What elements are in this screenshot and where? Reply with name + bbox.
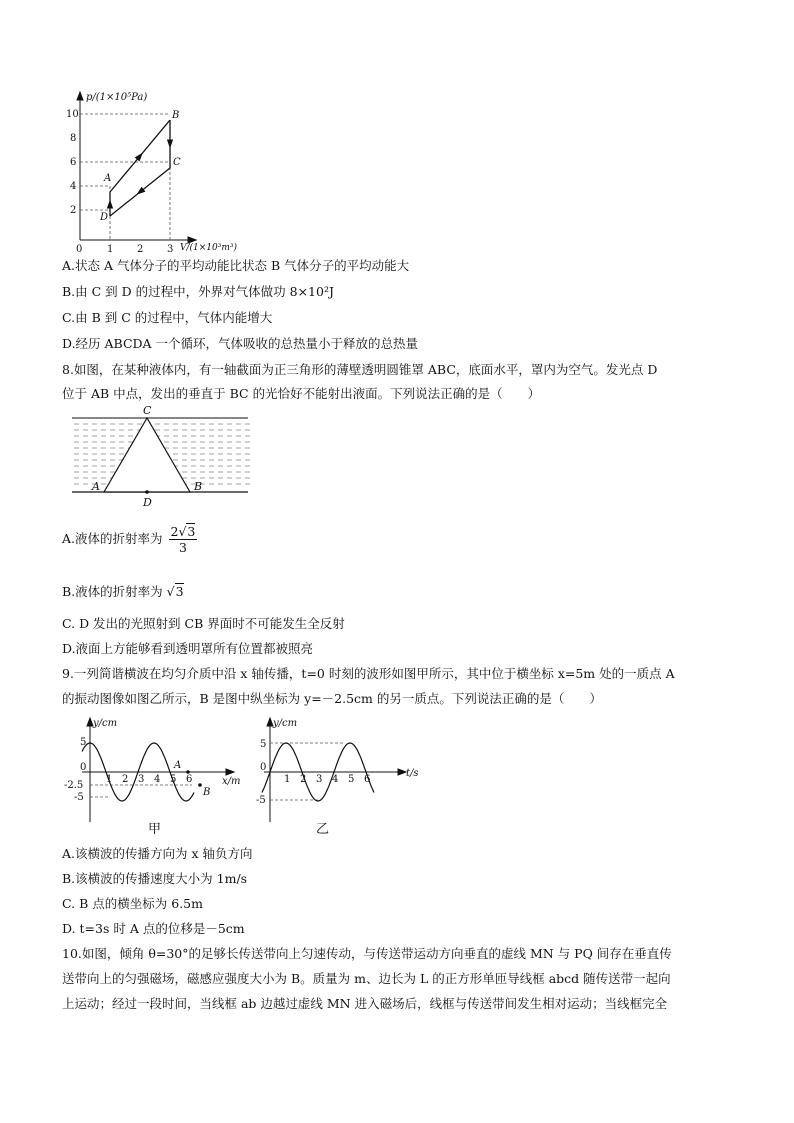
q8-option-b: B.液体的折射率为 √3 [62,584,184,599]
q8-option-a-fraction: $\frac{2√3}{3}$ [170,524,196,555]
q8-option-a-prefix: A.液体的折射率为 [62,531,163,546]
q9-option-a: A.该横波的传播方向为 x 轴负方向 [62,846,253,861]
q8-stem-line2: 位于 AB 中点，发出的垂直于 BC 的光恰好不能射出液面。下列说法正确的是（ ） [62,386,541,401]
yi-ytick: 5 [260,739,267,750]
jia-xtick: 6 [186,774,193,785]
pv-guides [80,114,170,240]
point-d-dot [145,490,149,494]
q8-option-a-num-rad: 3 [187,524,196,539]
q8-option-a [62,524,197,555]
vibration-graph-yi [254,714,424,839]
jia-xtick: 5 [170,774,177,785]
q8-option-a-num-coef: 2 [170,524,179,539]
jia-xtick: 2 [122,774,129,785]
yi-ytick: -5 [256,795,266,806]
q10-line1: 10.如图，倾角 θ=30°的足够长传送带向上匀速传动，与传送带运动方向垂直的虚线 MN 与 PQ 间存在垂直传 [62,946,672,961]
yi-xtick: 5 [348,774,355,785]
cone-liquid-figure [70,402,250,510]
q8-option-a-den: 3 [178,540,187,555]
q7-option-d: D.经历 ABCDA 一个循环，气体吸收的总热量小于释放的总热量 [62,336,419,351]
q10-line3: 上运动；经过一段时间，当线框 ab 边越过虚线 MN 进入磁场后，线框与传送带间发生相对运动；当线框完全 [62,996,668,1011]
pv-ytick: 6 [70,157,77,168]
cone-triangle [104,418,190,492]
q7-option-a: A.状态 A 气体分子的平均动能比状态 B 气体分子的平均动能大 [62,258,410,273]
cone-label-d: D [143,496,152,509]
pv-ylabel: p/(1×10⁵Pa) [86,92,148,103]
q7-option-c: C.由 B 到 C 的过程中，气体内能增大 [62,310,273,325]
q7-option-b: B.由 C 到 D 的过程中，外界对气体做功 8×10²J [62,284,334,299]
pv-ytick: 10 [66,109,79,120]
pv-point-d: D [100,212,109,223]
jia-ytick: -2.5 [64,780,84,791]
q9-option-c: C. B 点的横坐标为 6.5m [62,896,203,911]
jia-ytick: 5 [80,737,87,748]
pv-xtick: 0 [76,244,83,253]
pv-xtick: 2 [137,244,144,253]
jia-label-b: B [203,787,211,798]
pv-point-a: A [104,173,112,184]
yi-ylabel: y/cm [273,718,298,729]
q9-stem-line1: 9.一列简谐横波在均匀介质中沿 x 轴传播，t=0 时刻的波形如图甲所示，其中位于横坐标 x=5m 处的一质点 A [62,666,675,681]
pv-direction-arrow [167,140,173,149]
jia-label-a: A [174,760,182,771]
jia-ytick: -5 [74,792,84,803]
pv-ytick: 8 [70,133,77,144]
q8-option-c: C. D 发出的光照射到 CB 界面时不可能发生全反射 [62,616,345,631]
jia-xlabel: x/m [222,776,241,787]
pv-xtick: 1 [107,244,114,253]
jia-xtick: 1 [106,774,113,785]
pv-graph [62,88,252,253]
cone-label-c: C [143,404,152,417]
q9-option-d: D. t=3s 时 A 点的位移是－5cm [62,921,245,936]
yi-xtick: 4 [332,774,339,785]
q8-stem-line1: 8.如图，在某种液体内，有一轴截面为正三角形的薄壁透明圆锥罩 ABC，底面水平，罩内为空气。发光点 D [62,362,658,377]
pv-ytick: 2 [70,205,77,216]
pv-xlabel: V/(1×10³m³) [180,243,238,253]
q9-stem-line2: 的振动图像如图乙所示，B 是图中纵坐标为 y=－2.5cm 的另一质点。下列说法正确的是（ ） [62,691,602,706]
yi-origin: 0 [260,762,267,773]
pv-point-c: C [173,157,181,168]
wave-graph-jia [62,714,252,839]
jia-origin: 0 [80,762,87,773]
pv-ytick: 4 [70,181,77,192]
jia-xtick: 4 [154,774,161,785]
yi-xtick: 1 [284,774,291,785]
jia-point-b [198,783,202,787]
pv-y-arrow [77,92,83,100]
cone-label-a: A [92,480,100,493]
q8-option-b-prefix: B.液体的折射率为 [62,584,163,599]
yi-xtick: 2 [300,774,307,785]
jia-xtick: 3 [138,774,145,785]
yi-xtick: 3 [316,774,323,785]
cone-label-b: B [194,480,203,493]
pv-xtick: 3 [167,244,174,253]
pv-direction-arrow [107,200,113,209]
jia-ylabel: y/cm [93,718,118,729]
q8-option-b-rad: 3 [175,584,184,599]
q10-line2: 送带向上的匀强磁场，磁感应强度大小为 B。质量为 m、边长为 L 的正方形单匝导线框 abcd 随传送带一起向 [62,971,671,986]
yi-xlabel: t/s [406,768,419,779]
yi-caption: 乙 [316,822,330,837]
jia-caption: 甲 [148,822,162,837]
q9-option-b: B.该横波的传播速度大小为 1m/s [62,871,248,886]
pv-cycle [107,120,173,216]
pv-point-b: B [172,110,180,121]
jia-x-arrow [226,769,234,775]
yi-xtick: 6 [364,774,371,785]
q8-option-d: D.液面上方能够看到透明罩所有位置都被照亮 [62,641,314,656]
yi-x-arrow [398,769,406,775]
